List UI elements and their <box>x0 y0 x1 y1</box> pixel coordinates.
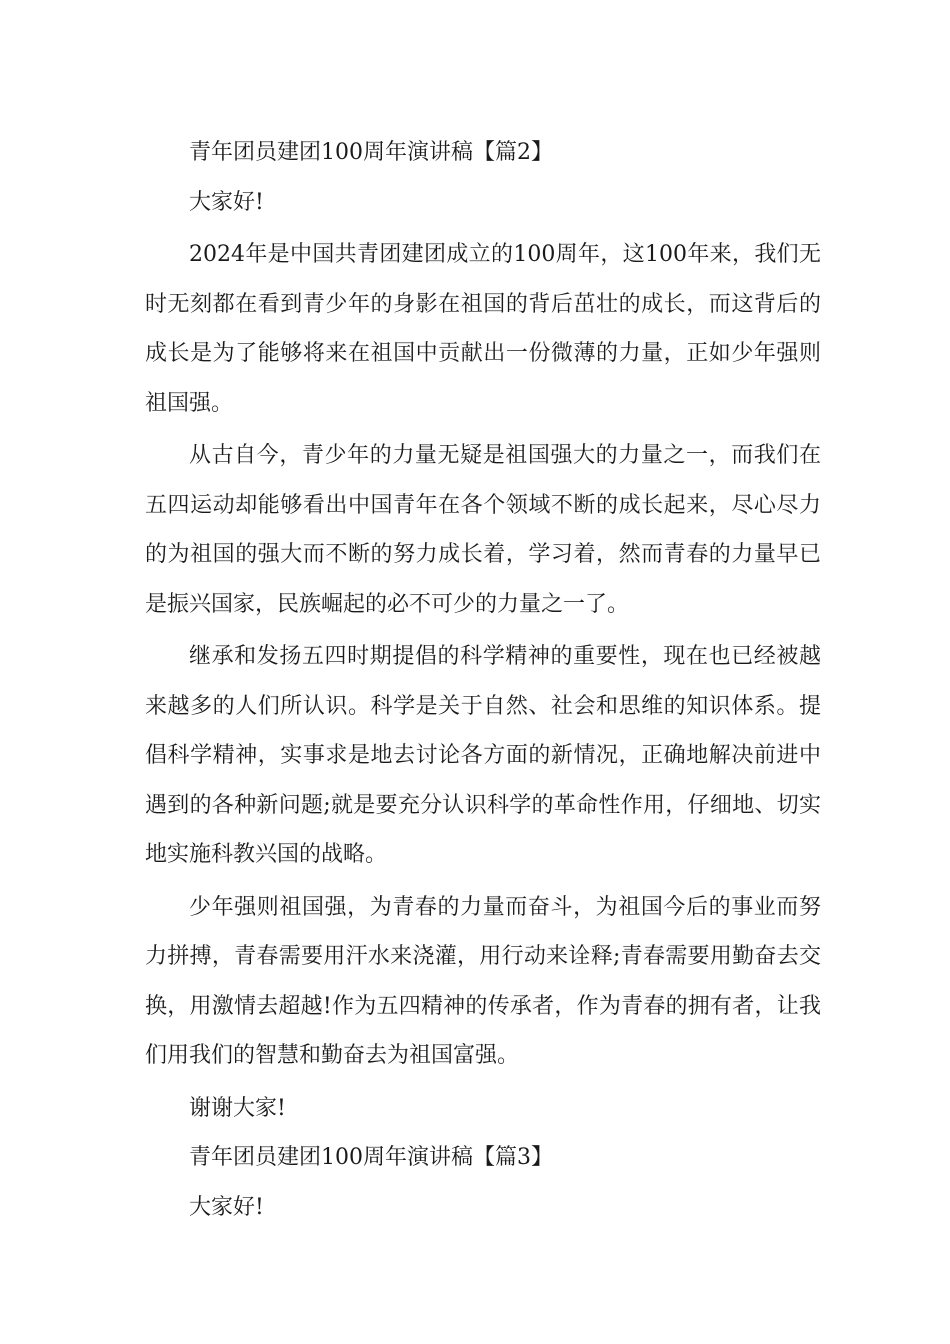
closing-2: 谢谢大家! <box>189 1095 286 1121</box>
paragraph-3: 继承和发扬五四时期提倡的科学精神的重要性，现在也已经被越来越多的人们所认识。科学是关于自然、社会和思维的知识体系。提倡科学精神，实事求是地去讨论各方面的新情况，正确地解决前进中遇到的各种新问题;就是要充分认识科学的革命性作用，仔细地、切实地实施科教兴国的战略。 <box>145 644 821 867</box>
document-body <box>145 128 821 1232</box>
greeting-2: 大家好! <box>189 189 264 215</box>
paragraph-4: 少年强则祖国强，为青春的力量而奋斗，为祖国今后的事业而努力拼搏，青春需要用汗水来浇灌，用行动来诠释;青春需要用勤奋去交换，用激情去超越!作为五四精神的传承者，作为青春的拥有者，让我们用我们的智慧和勤奋去为祖国富强。 <box>145 894 821 1068</box>
greeting-3: 大家好! <box>189 1194 264 1220</box>
section-heading-3: 青年团员建团100周年演讲稿【篇3】 <box>189 1145 553 1170</box>
paragraph-2: 从古自今，青少年的力量无疑是祖国强大的力量之一，而我们在五四运动却能够看出中国青年在各个领域不断的成长起来，尽心尽力的为祖国的强大而不断的努力成长着，学习着，然而青春的力量早已是振兴国家，民族崛起的必不可少的力量之一了。 <box>145 443 821 617</box>
paragraph-1: 2024年是中国共青团建团成立的100周年，这100年来，我们无时无刻都在看到青少年的身影在祖国的背后茁壮的成长，而这背后的成长是为了能够将来在祖国中贡献出一份微薄的力量，正如少年强则祖国强。 <box>145 242 821 416</box>
section-heading-2: 青年团员建团100周年演讲稿【篇2】 <box>189 140 553 165</box>
